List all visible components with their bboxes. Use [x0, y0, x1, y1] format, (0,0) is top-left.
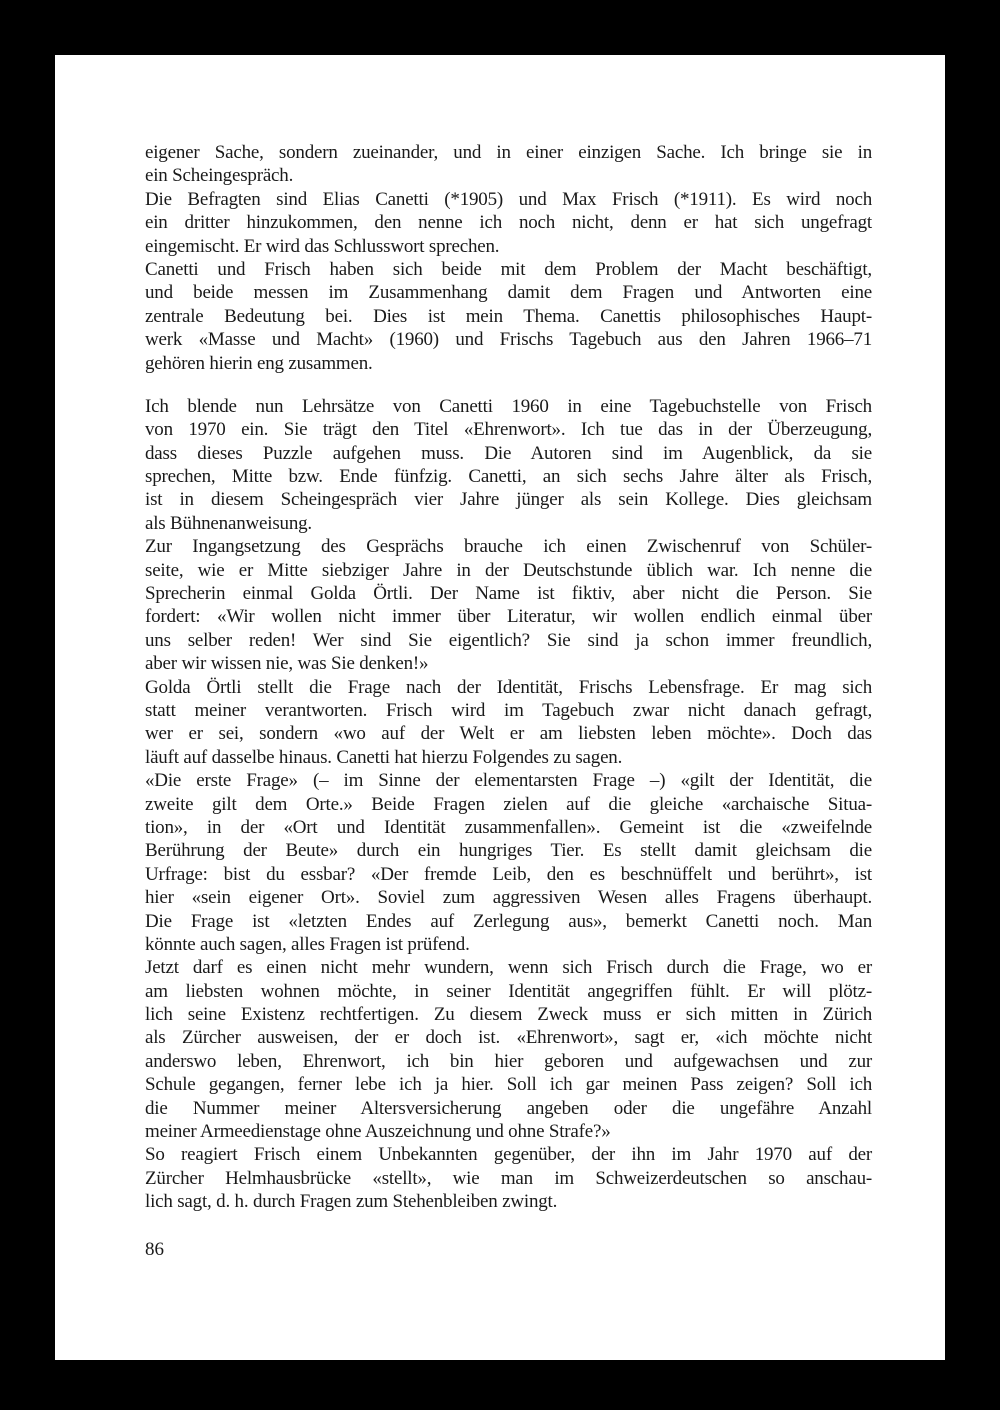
paragraph: [145, 395, 872, 1214]
text-line: werk «Masse und Macht» (1960) und Frischs Tagebuch aus den Jahren 1966–71: [145, 329, 872, 351]
text-line: lich seine Existenz rechtfertigen. Zu diesem Zweck muss er sich mitten in Zürich: [145, 1004, 872, 1026]
body-text: [145, 141, 872, 1234]
text-line: hier «sein eigener Ort». Soviel zum aggressiven Wesen alles Fragens überhaupt.: [145, 887, 872, 909]
text-line: gehören hierin eng zusammen.: [145, 352, 373, 374]
text-line: läuft auf dasselbe hinaus. Canetti hat hierzu Folgendes zu sagen.: [145, 746, 623, 768]
text-line: und beide messen im Zusammenhang damit dem Fragen und Antworten eine: [145, 282, 872, 304]
text-line: könnte auch sagen, alles Fragen ist prüfend.: [145, 933, 470, 955]
text-line: statt meiner verantworten. Frisch wird im Tagebuch zwar nicht danach gefragt,: [145, 699, 872, 721]
text-line: meiner Armeedienstage ohne Auszeichnung und ohne Strafe?»: [145, 1121, 611, 1143]
text-line: Urfrage: bist du essbar? «Der fremde Leib, den es beschnüffelt und berührt», ist: [145, 863, 872, 885]
text-line: tion», in der «Ort und Identität zusammenfallen». Gemeint ist die «zweifelnde: [145, 816, 872, 838]
text-line: als Bühnenanweisung.: [145, 512, 312, 534]
text-line: die Nummer meiner Altersversicherung angeben oder die ungefähre Anzahl: [145, 1097, 872, 1119]
text-line: von 1970 ein. Sie trägt den Titel «Ehrenwort». Ich tue das in der Überzeugung,: [145, 419, 872, 441]
text-line: Berührung der Beute» durch ein hungriges Tier. Es stellt damit gleichsam die: [145, 840, 872, 862]
text-line: Ich blende nun Lehrsätze von Canetti 1960 in eine Tagebuchstelle von Frisch: [145, 395, 872, 417]
text-line: Schule gegangen, ferner lebe ich ja hier. Soll ich gar meinen Pass zeigen? Soll ich: [145, 1074, 872, 1096]
text-line: am liebsten wohnen möchte, in seiner Identität angegriffen fühlt. Er will plötz-: [145, 980, 872, 1002]
text-line: ein dritter hinzukommen, den nenne ich noch nicht, denn er hat sich ungefragt: [145, 212, 872, 234]
text-line: Canetti und Frisch haben sich beide mit dem Problem der Macht beschäftigt,: [145, 258, 872, 280]
page-number: 86: [145, 1239, 164, 1260]
text-line: dass dieses Puzzle aufgehen muss. Die Autoren sind im Augenblick, da sie: [145, 442, 872, 464]
text-line: Zürcher Helmhausbrücke «stellt», wie man im Schweizerdeutschen so anschau-: [145, 1167, 872, 1189]
paragraph: [145, 141, 872, 375]
text-line: Die Befragten sind Elias Canetti (*1905) und Max Frisch (*1911). Es wird noch: [145, 188, 872, 210]
document-page: [55, 55, 945, 1360]
text-line: «Die erste Frage» (– im Sinne der elementarsten Frage –) «gilt der Identität, die: [145, 770, 872, 792]
text-line: eigener Sache, sondern zueinander, und in einer einzigen Sache. Ich bringe sie in: [145, 142, 872, 163]
text-line: eingemischt. Er wird das Schlusswort sprechen.: [145, 235, 500, 257]
text-line: als Zürcher ausweisen, der er doch ist. «Ehrenwort», sagt er, «ich möchte nicht: [145, 1027, 872, 1049]
text-line: ist in diesem Scheingespräch vier Jahre jünger als sein Kollege. Dies gleichsam: [145, 489, 872, 511]
text-line: Golda Örtli stellt die Frage nach der Identität, Frischs Lebensfrage. Er mag sich: [145, 676, 872, 698]
text-line: ein Scheingespräch.: [145, 165, 294, 187]
text-line: uns selber reden! Wer sind Sie eigentlich? Sie sind ja schon immer freundlich,: [145, 629, 872, 651]
text-line: fordert: «Wir wollen nicht immer über Literatur, wir wollen endlich einmal über: [145, 606, 872, 628]
text-line: Zur Ingangsetzung des Gesprächs brauche ich einen Zwischenruf von Schüler-: [145, 536, 872, 558]
text-line: lich sagt, d. h. durch Fragen zum Stehenbleiben zwingt.: [145, 1191, 558, 1213]
text-line: aber wir wissen nie, was Sie denken!»: [145, 653, 429, 675]
text-line: So reagiert Frisch einem Unbekannten gegenüber, der ihn im Jahr 1970 auf der: [145, 1144, 872, 1166]
text-line: anderswo leben, Ehrenwort, ich bin hier geboren und aufgewachsen und zur: [145, 1050, 872, 1072]
text-line: wer er sei, sondern «wo auf der Welt er am liebsten leben möchte». Doch das: [145, 723, 872, 745]
text-line: zentrale Bedeutung bei. Dies ist mein Thema. Canettis philosophisches Haupt-: [145, 305, 872, 327]
text-line: zweite gilt dem Orte.» Beide Fragen zielen auf die gleiche «archaische Situa-: [145, 793, 872, 815]
text-line: Sprecherin einmal Golda Örtli. Der Name ist fiktiv, aber nicht die Person. Sie: [145, 583, 872, 605]
text-line: Jetzt darf es einen nicht mehr wundern, wenn sich Frisch durch die Frage, wo er: [145, 957, 872, 979]
text-line: Die Frage ist «letzten Endes auf Zerlegung aus», bemerkt Canetti noch. Man: [145, 910, 872, 932]
text-line: seite, wie er Mitte siebziger Jahre in der Deutschstunde üblich war. Ich nenne die: [145, 559, 872, 581]
text-line: sprechen, Mitte bzw. Ende fünfzig. Canetti, an sich sechs Jahre älter als Frisch,: [145, 466, 872, 488]
